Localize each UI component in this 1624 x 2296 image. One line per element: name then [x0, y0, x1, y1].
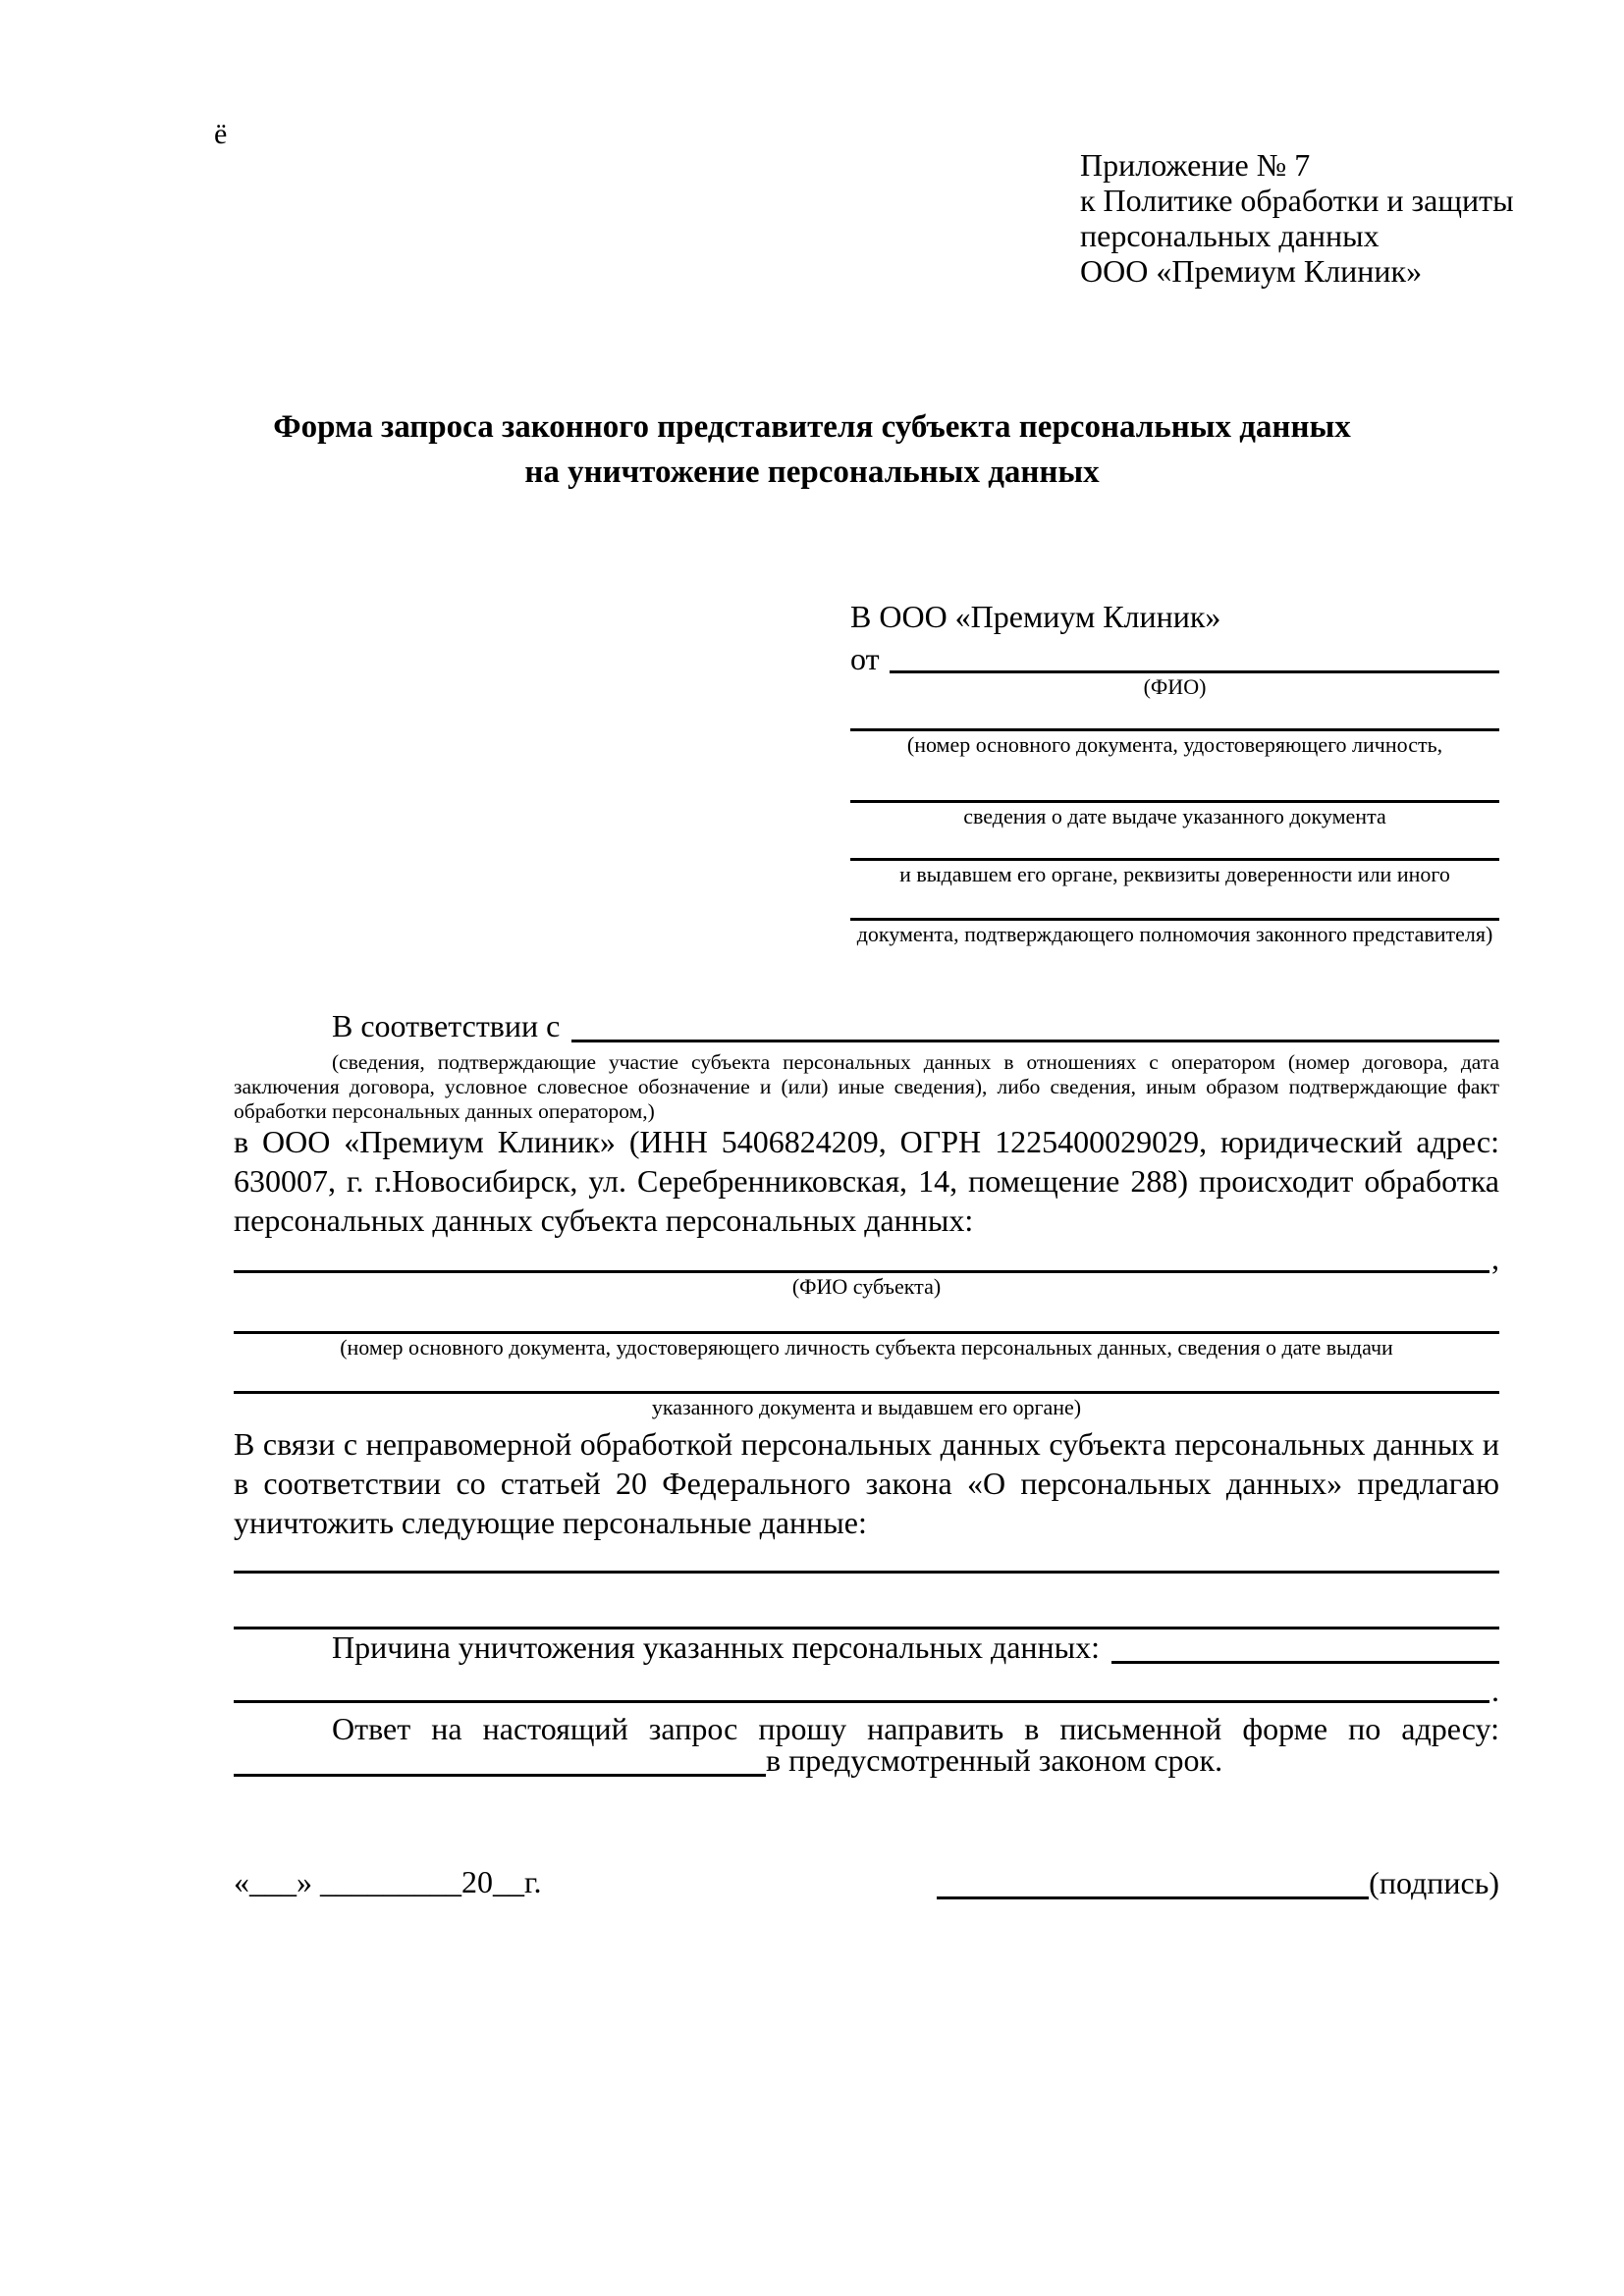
- subject-doc-row-2: [234, 1362, 1499, 1394]
- from-row: [850, 638, 1499, 676]
- representative-doc-field-1: [850, 701, 1499, 759]
- representative-doc-field-3: [850, 830, 1499, 888]
- subject-doc-blank-1: [234, 1301, 1499, 1334]
- fio-blank-line: [890, 638, 1499, 673]
- signature-caption: (подпись): [1369, 1865, 1499, 1900]
- accordance-blank-line: [571, 1006, 1499, 1042]
- subject-doc-caption-1: (номер основного документа, удостоверяющего личность субъекта персональных данных, сведения о дате выдачи: [340, 1335, 1393, 1360]
- representative-doc-caption-1: (номер основного документа, удостоверяющего личность,: [906, 732, 1443, 757]
- accordance-footnote: (сведения, подтверждающие участие субъекта персональных данных в отношениях с оператором (номер договора, дата заключения договора, условное словесное обозначение и (или) иные сведения), либо сведения, иным образом подтверждающие факт обработки персональных данных оператором,): [234, 1050, 1499, 1123]
- stray-yo-char: ё: [214, 118, 228, 150]
- subject-fio-caption: (ФИО субъекта): [791, 1274, 942, 1299]
- accordance-row: [234, 1006, 1499, 1042]
- representative-doc-blank-1: [850, 701, 1499, 731]
- representative-doc-caption-2: сведения о дате выдаче указанного документа: [963, 804, 1386, 828]
- subject-fio-blank-line: [234, 1240, 1489, 1273]
- reason-continuation-blank-line: [234, 1670, 1489, 1703]
- subject-fields-block: [234, 1240, 1499, 1421]
- appendix-note: [1080, 147, 1514, 289]
- fio-caption: (ФИО): [1143, 674, 1207, 699]
- appendix-line-4: ООО «Премиум Клиник»: [1080, 253, 1423, 289]
- subject-doc-blank-2: [234, 1362, 1499, 1394]
- from-label: от: [850, 641, 880, 676]
- addressee-block: [850, 595, 1499, 948]
- form-title-line-1: Форма запроса законного представителя субъекта персональных данных: [273, 409, 1351, 445]
- operator-paragraph: в ООО «Премиум Клиник» (ИНН 5406824209, ОГРН 1225400029029, юридический адрес: 630007, г. г.Новосибирск, ул. Серебренниковская, 14, помещение 288) происходит обработка персональных данных субъекта персональных данных:: [234, 1124, 1499, 1238]
- representative-doc-caption-4: документа, подтверждающего полномочия законного представителя): [856, 922, 1493, 946]
- appendix-line-1: Приложение № 7: [1080, 147, 1311, 183]
- representative-doc-caption-3: и выдавшем его органе, реквизиты доверенности или иного: [899, 862, 1450, 886]
- reason-label: Причина уничтожения указанных персональных данных:: [332, 1629, 1101, 1665]
- data-to-destroy-blank-line-1: [234, 1571, 1499, 1574]
- response-tail-text: в предусмотренный законом срок.: [766, 1742, 1223, 1778]
- subject-doc-caption-2: указанного документа и выдавшем его органе): [651, 1395, 1082, 1419]
- representative-doc-field-4: [850, 888, 1499, 948]
- response-paragraph: Ответ на настоящий запрос прошу направить в письменной форме по адресу:: [332, 1711, 1499, 1746]
- subject-doc-row-1: [234, 1301, 1499, 1334]
- appendix-line-3: персональных данных: [1080, 218, 1380, 253]
- representative-doc-field-2: [850, 759, 1499, 830]
- accordance-label: В соответствии с: [332, 1008, 561, 1043]
- reason-trailing-period: .: [1491, 1673, 1499, 1708]
- signature-blank-line: [937, 1866, 1369, 1899]
- subject-fio-row: [234, 1240, 1499, 1276]
- reason-row: [234, 1629, 1499, 1665]
- response-address-blank-line: [234, 1743, 766, 1777]
- form-title: [0, 404, 1624, 495]
- date-signature-row: [234, 1860, 1499, 1899]
- representative-doc-blank-2: [850, 759, 1499, 803]
- date-line: «___» _________20__г.: [234, 1864, 542, 1899]
- appendix-line-2: к Политике обработки и защиты: [1080, 183, 1514, 218]
- subject-fio-trailing-comma: ,: [1491, 1241, 1499, 1276]
- representative-doc-blank-3: [850, 830, 1499, 861]
- unlawful-processing-paragraph: В связи с неправомерной обработкой персональных данных субъекта персональных данных и в соответствии со статьей 20 Федерального закона «О персональных данных» предлагаю уничтожить следующие персональные данные:: [234, 1426, 1499, 1540]
- reason-continuation-row: [234, 1670, 1499, 1708]
- signature-group: [937, 1866, 1499, 1899]
- addressee-company: В ООО «Премиум Клиник»: [850, 599, 1221, 634]
- representative-doc-blank-4: [850, 888, 1499, 921]
- form-title-line-2: на уничтожение персональных данных: [524, 454, 1100, 490]
- reason-blank-line: [1111, 1632, 1499, 1664]
- response-address-row: [234, 1743, 1499, 1777]
